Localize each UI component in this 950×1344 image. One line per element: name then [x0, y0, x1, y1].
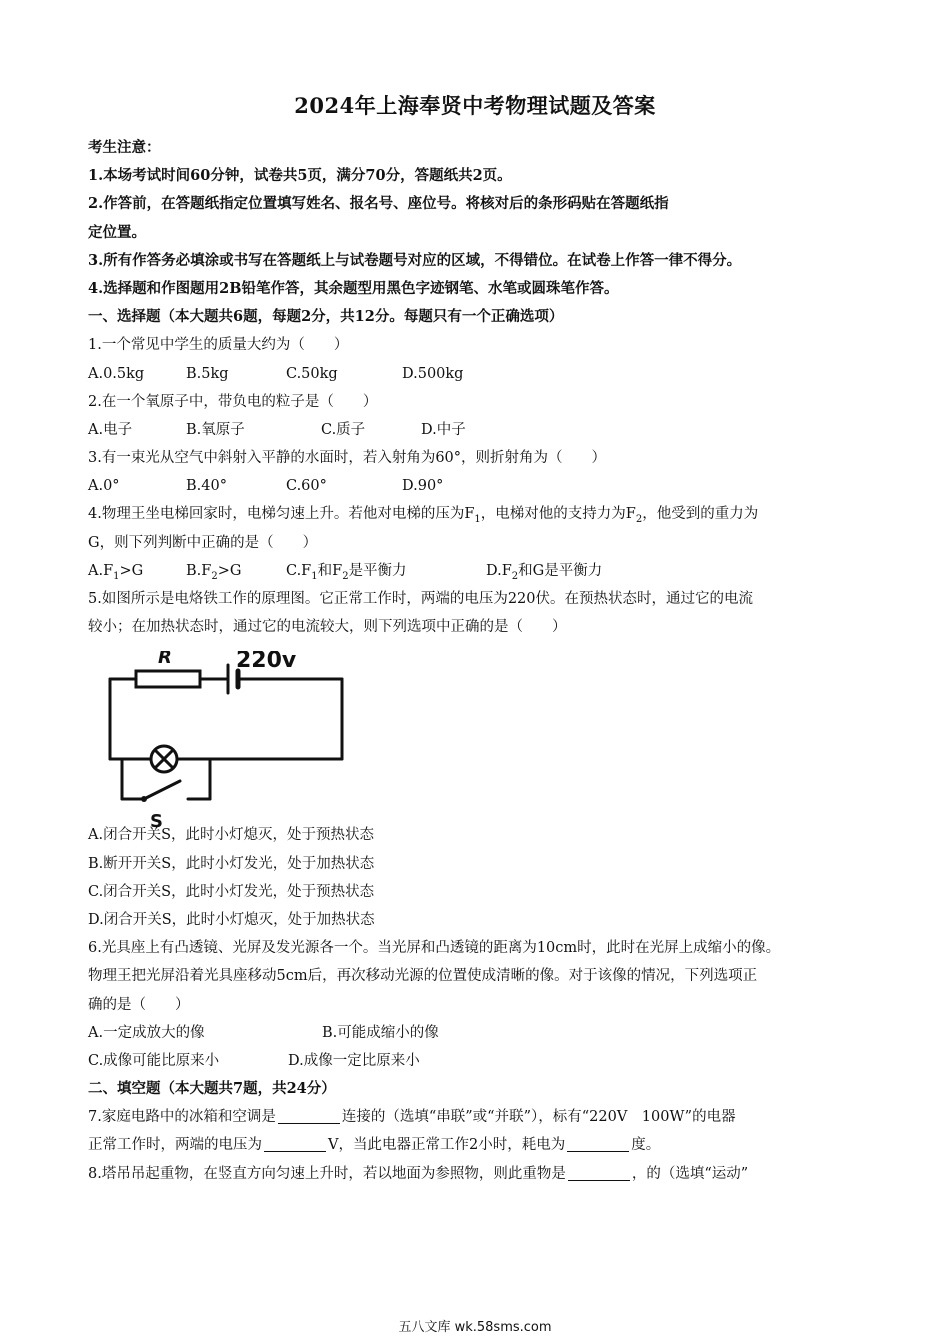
option-b [186, 557, 286, 585]
option-text: 是平衡力 [348, 562, 407, 579]
resistor-symbol [136, 671, 200, 687]
option-d: D.中子 [421, 421, 466, 438]
option-b: B.5kg [186, 365, 229, 382]
option-d: D.成像一定比原来小 [288, 1052, 420, 1069]
q6-options-row2 [88, 1047, 878, 1075]
q4-stem [88, 500, 878, 528]
option-text: 和F [317, 562, 343, 579]
footer-watermark: 五八文库 wk.58sms.com [398, 1320, 552, 1335]
q6-stem: 6.光具座上有凸透镜、光屏及发光源各一个。当光屏和凸透镜的距离为10cm时，此时在光屏上成缩小的像。 [88, 940, 781, 957]
q7-text: 度。 [631, 1137, 661, 1154]
q4-options [88, 557, 878, 585]
q6-stem-line3: 确的是（ ） [88, 996, 190, 1013]
option-text: B.F [186, 562, 212, 579]
q1-stem: 1.一个常见中学生的质量大约为（ ） [88, 337, 349, 354]
page-title: 2024年上海奉贤中考物理试题及答案 [294, 93, 656, 118]
option-c: C.质子 [321, 421, 366, 438]
subscript: 1 [474, 514, 481, 526]
option-text: >G [119, 562, 144, 579]
q5-option-a: A.闭合开关S，此时小灯熄灭，处于预热状态 [88, 827, 375, 844]
q5-option-d: D.闭合开关S，此时小灯熄灭，处于加热状态 [88, 911, 375, 928]
notice-item: 4.选择题和作图题用2B铅笔作答，其余题型用黑色字迹钢笔、水笔或圆珠笔作答。 [88, 279, 619, 297]
option-a: A.0° [88, 478, 120, 495]
option-text: D.F [486, 562, 512, 579]
q4-stem-part: ，他受到的重力为 [642, 506, 759, 523]
notice-item: 3.所有作答务必填涂或书写在答题纸上与试卷题号对应的区域，不得错位。在试卷上作答一律不得分。 [88, 251, 742, 269]
option-text: >G [217, 562, 242, 579]
subscript: 1 [311, 570, 318, 582]
subscript: 2 [342, 570, 349, 582]
q6-stem-line2: 物理王把光屏沿着光具座移动5cm后，再次移动光源的位置使成清晰的像。对于该像的情况，下列选项正 [88, 968, 758, 985]
voltage-label: 220v [236, 651, 297, 674]
q5-option-b: B.断开开关S，此时小灯发光，处于加热状态 [88, 855, 375, 872]
option-c: C.50kg [286, 365, 338, 382]
option-c: C.60° [286, 478, 327, 495]
option-c [286, 557, 486, 585]
switch-blade [144, 781, 180, 799]
option-a: A.0.5kg [88, 365, 145, 382]
q8-text: ，的（选填“运动” [631, 1165, 749, 1182]
subscript: 1 [113, 570, 120, 582]
notice-heading: 考生注意： [88, 139, 161, 156]
section2-heading: 二、填空题（本大题共7题，共24分） [88, 1080, 336, 1098]
q7-text: V，当此电器正常工作2小时，耗电为 [328, 1137, 566, 1154]
q7-text: 7.家庭电路中的冰箱和空调是 [88, 1109, 276, 1126]
q3-stem: 3.有一束光从空气中斜射入平静的水面时，若入射角为60°，则折射角为（ ） [88, 450, 607, 467]
notice-item: 1.本场考试时间60分钟，试卷共5页，满分70分，答题纸共2页。 [88, 167, 512, 185]
q4-stem-part: 4.物理王坐电梯回家时，电梯匀速上升。若他对电梯的压为F [88, 506, 475, 523]
q3-options [88, 472, 878, 500]
q7-text: 连接的（选填“串联”或“并联”），标有“220V 100W”的电器 [341, 1109, 736, 1126]
resistor-label: R [158, 651, 172, 669]
q5-stem: 5.如图所示是电烙铁工作的原理图。它正常工作时，两端的电压为220伏。在预热状态时，通过它的电流 [88, 591, 754, 607]
switch-contact [141, 796, 147, 802]
q4-stem-line2: G，则下列判断中正确的是（ ） [88, 534, 318, 551]
q4-stem-part: ，电梯对他的支持力为F [480, 506, 636, 523]
subscript: 2 [511, 570, 519, 582]
option-text: C.F [286, 562, 312, 579]
q2-options [88, 416, 878, 444]
q5-option-c: C.闭合开关S，此时小灯发光，处于预热状态 [88, 883, 375, 900]
subscript: 2 [211, 570, 218, 582]
option-a [88, 557, 186, 585]
switch-label: S [150, 811, 163, 832]
subscript: 2 [635, 514, 643, 526]
option-text: 和G是平衡力 [518, 562, 603, 579]
q8-line1 [88, 1160, 878, 1188]
q7-line1 [88, 1103, 878, 1131]
option-a: A.一定成放大的像 [88, 1024, 205, 1041]
q6-options-row1 [88, 1019, 878, 1047]
circuit-diagram [88, 641, 878, 832]
option-d: D.500kg [402, 365, 464, 382]
answer-blank[interactable] [264, 1135, 326, 1152]
option-b: B.可能成缩小的像 [322, 1024, 439, 1041]
answer-blank[interactable] [568, 1164, 630, 1181]
answer-blank[interactable] [567, 1135, 629, 1152]
option-b: B.氧原子 [186, 421, 245, 438]
option-a: A.电子 [88, 421, 133, 438]
option-c: C.成像可能比原来小 [88, 1052, 220, 1069]
circuit-svg [104, 651, 364, 831]
q2-stem: 2.在一个氧原子中，带负电的粒子是（ ） [88, 393, 378, 410]
notice-item: 定位置。 [88, 223, 146, 241]
notice-item: 2.作答前，在答题纸指定位置填写姓名、报名号、座位号。将核对后的条形码贴在答题纸指 [88, 195, 669, 213]
q5-stem-line2: 较小；在加热状态时，通过它的电流较大，则下列选项中正确的是（ ） [88, 619, 567, 636]
option-d [486, 557, 602, 585]
q7-text: 正常工作时，两端的电压为 [88, 1137, 262, 1154]
section1-heading: 一、选择题（本大题共6题，每题2分，共12分。每题只有一个正确选项） [88, 308, 564, 326]
option-text: A.F [88, 562, 114, 579]
q1-options [88, 360, 878, 388]
option-b: B.40° [186, 478, 227, 495]
exam-content [88, 134, 878, 1188]
q8-text: 8.塔吊吊起重物，在竖直方向匀速上升时，若以地面为参照物，则此重物是 [88, 1165, 566, 1182]
q7-line2 [88, 1131, 878, 1159]
answer-blank[interactable] [278, 1107, 340, 1124]
option-d: D.90° [402, 478, 444, 495]
